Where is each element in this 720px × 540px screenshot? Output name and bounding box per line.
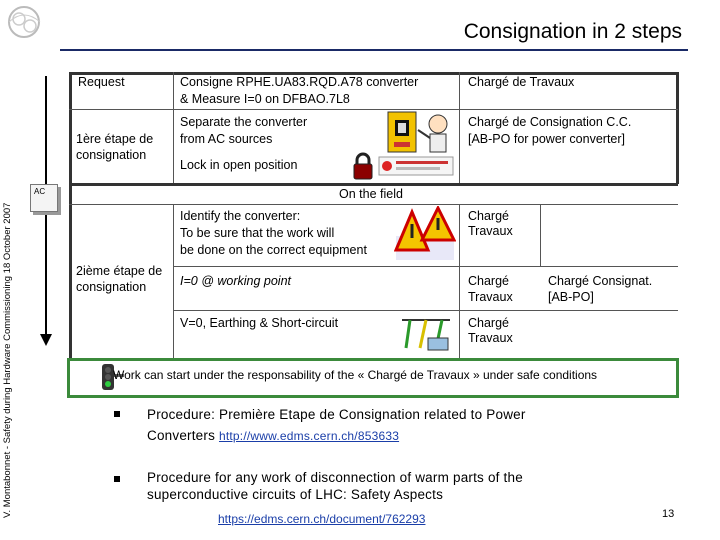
procedure-1-link[interactable]: http://www.edms.cern.ch/853633	[218, 429, 400, 443]
table-row-divider	[69, 204, 678, 205]
table-border-right	[676, 72, 679, 184]
step2-row1-who-line2: Travaux	[468, 224, 513, 238]
step2-row3-text: V=0, Earthing & Short-circuit	[180, 316, 339, 330]
step2-row1-line1: Identify the converter:	[180, 209, 301, 223]
table-col-divider	[173, 72, 174, 184]
step2-row1-line2: To be sure that the work will	[180, 226, 335, 240]
warning-signs-illustration-icon	[394, 206, 456, 262]
procedure-2-link[interactable]: https://edms.cern.ch/document/762293	[218, 512, 426, 526]
bullet-icon	[114, 411, 120, 417]
step2-row2-who-line1: Chargé	[468, 274, 509, 288]
table-col-divider	[459, 72, 460, 184]
step1-who-line2: [AB-PO for power converter]	[468, 132, 626, 146]
step2-row3-who-line1: Chargé	[468, 316, 509, 330]
table-col-divider	[173, 204, 174, 358]
header-rule	[60, 49, 688, 51]
converter-switch-illustration-icon	[386, 110, 456, 155]
earthing-tools-illustration-icon	[398, 312, 454, 354]
procedure-2-line1: Procedure for any work of disconnection of warm parts of the	[147, 470, 523, 485]
procedure-1-line1: Procedure: Première Etape de Consignation related to Power	[147, 407, 526, 422]
request-label: Request	[78, 75, 125, 89]
step1-label-line1: 1ère étape de	[76, 132, 154, 146]
step2-label-line2: consignation	[76, 280, 147, 294]
step2-label-line1: 2ième étape de	[76, 264, 163, 278]
table-row-divider	[173, 310, 678, 311]
step2-row2-text: I=0 @ working point	[180, 274, 292, 288]
table-border-left	[69, 72, 72, 358]
step2-row2-who-line2: Travaux	[468, 290, 513, 304]
step1-who-line1: Chargé de Consignation C.C.	[468, 115, 632, 129]
page-title: Consignation in 2 steps	[463, 20, 682, 43]
field-header: On the field	[339, 187, 403, 201]
step2-row1-who-line1: Chargé	[468, 209, 509, 223]
step2-row1-line3: be done on the correct equipment	[180, 243, 367, 257]
padlock-icon	[352, 152, 374, 180]
step1-action1-line2: from AC sources	[180, 132, 273, 146]
step2-row2-who2-line1: Chargé Consignat.	[548, 274, 653, 288]
procedure-1-line2	[147, 425, 399, 447]
side-footer-text: V. Montabonnet - Safety during Hardware Commissioning 18 October 2007	[2, 202, 13, 518]
page-number: 13	[662, 508, 675, 520]
step1-action1-line1: Separate the converter	[180, 115, 308, 129]
request-who: Chargé de Travaux	[468, 75, 575, 89]
request-action-line1: Consigne RPHE.UA83.RQD.A78 converter	[180, 75, 419, 89]
procedure-2-line2: superconductive circuits of LHC: Safety Aspects	[147, 487, 444, 502]
process-arrow-head	[40, 334, 52, 346]
lock-label-illustration-icon	[378, 156, 454, 176]
bullet-icon	[114, 476, 120, 482]
table-col-divider	[459, 204, 460, 358]
procedure-1-line2-text: Converters	[147, 428, 216, 443]
step1-action2: Lock in open position	[180, 158, 298, 172]
step1-label-line2: consignation	[76, 148, 147, 162]
table-row-divider	[69, 109, 173, 110]
table-row-divider	[173, 266, 678, 267]
ac-label-box: AC	[30, 184, 58, 212]
request-action-line2: & Measure I=0 on DFBAO.7L8	[180, 92, 350, 106]
table-col-divider	[540, 204, 541, 266]
banner-text: Work can start under the responsability of the « Chargé de Travaux » under safe conditions	[113, 368, 598, 382]
step2-row2-who2-line2: [AB-PO]	[548, 290, 594, 304]
step2-row3-who-line2: Travaux	[468, 331, 513, 345]
cern-logo-icon	[4, 4, 48, 42]
